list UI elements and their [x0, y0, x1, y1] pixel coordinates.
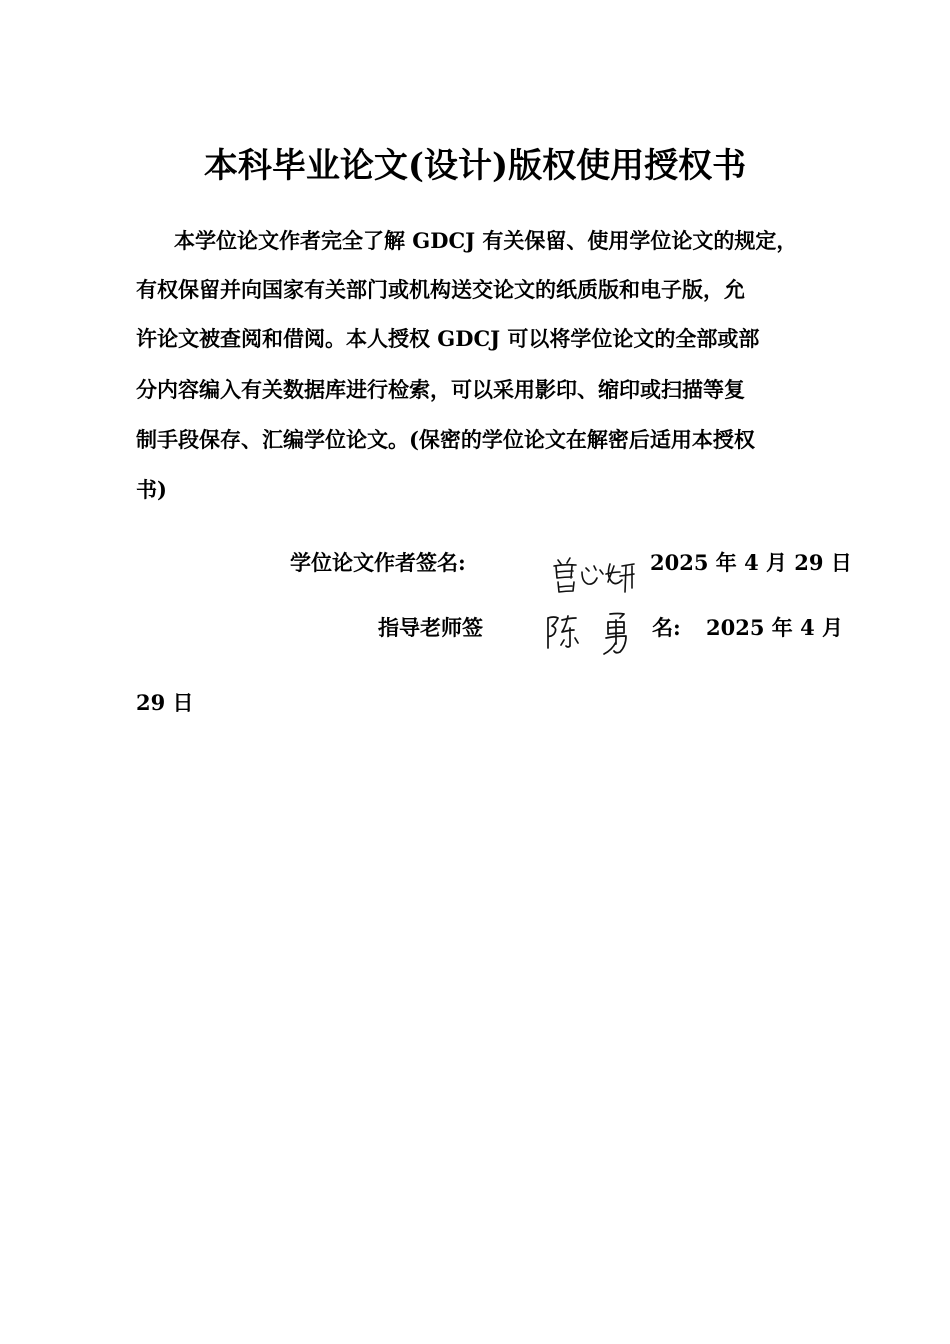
paragraph-line-3: 许论文被查阅和借阅。本人授权 GDCJ 可以将学位论文的全部或部: [136, 326, 760, 351]
adviser-handwritten-signature: [540, 604, 640, 660]
author-signature-date: 2025 年 4 月 29 日: [650, 550, 852, 575]
paragraph-line-1: 本学位论文作者完全了解 GDCJ 有关保留、使用学位论文的规定，: [174, 228, 798, 253]
paragraph-line-5: 制手段保存、汇编学位论文。(保密的学位论文在解密后适用本授权: [136, 427, 755, 452]
adviser-signature-label: 指导老师签: [378, 615, 483, 640]
paragraph-line-6: 书): [136, 477, 167, 502]
adviser-label-suffix: 名:: [652, 615, 681, 640]
adviser-signature-date-part1: 2025 年 4 月: [706, 615, 843, 640]
adviser-signature-date-part2: 29 日: [136, 690, 194, 715]
paragraph-line-2: 有权保留并向国家有关部门或机构送交论文的纸质版和电子版，允: [136, 277, 745, 302]
paragraph-line-4: 分内容编入有关数据库进行检索，可以采用影印、缩印或扫描等复: [136, 377, 745, 402]
author-signature-label: 学位论文作者签名:: [290, 550, 466, 575]
author-handwritten-signature: [548, 546, 638, 600]
page-title: 本科毕业论文(设计)版权使用授权书: [203, 146, 747, 186]
